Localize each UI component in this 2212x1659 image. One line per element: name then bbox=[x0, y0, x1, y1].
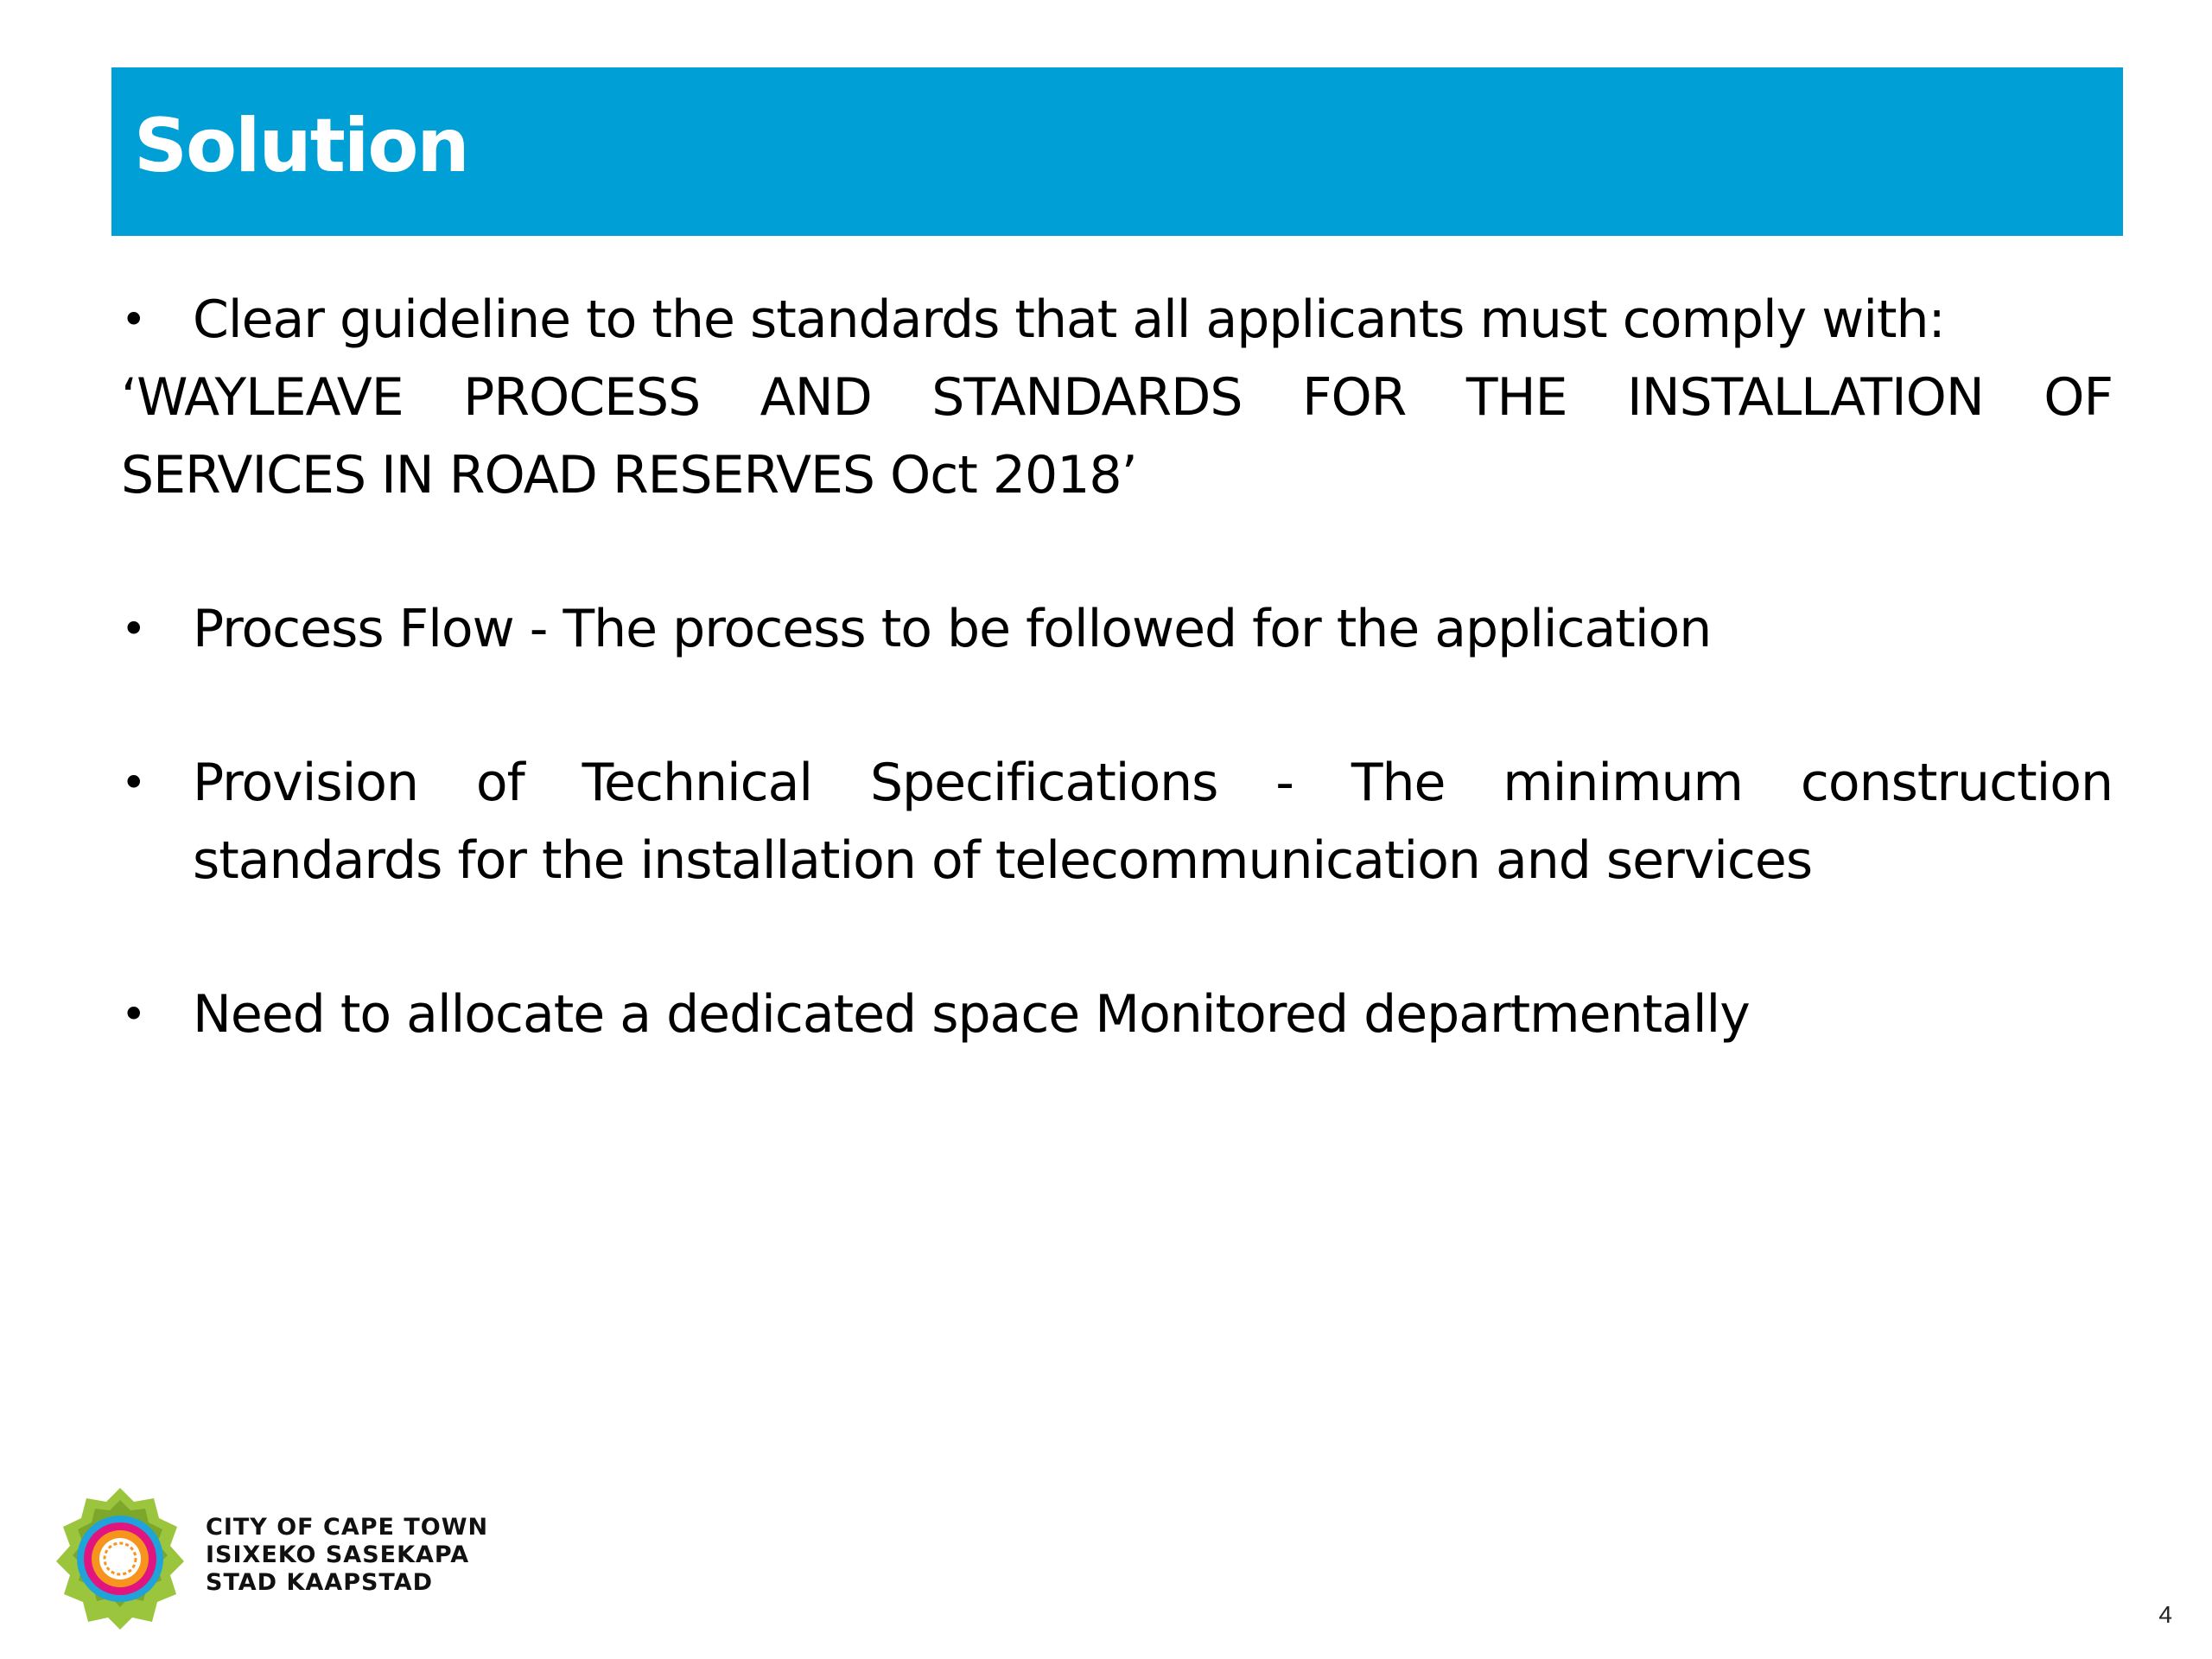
bullet-text: Process Flow - The process to be followed for the application bbox=[193, 599, 1712, 659]
city-of-cape-town-logo bbox=[47, 1484, 194, 1631]
bullet-text-continued: standards for the installation of telecommunication and services bbox=[193, 830, 1813, 891]
slide-title: Solution bbox=[134, 103, 468, 189]
bullet-text: Clear guideline to the standards that all applicants must comply with: bbox=[193, 289, 1945, 350]
bullet-item-technical-specs bbox=[121, 744, 2113, 899]
document-title-line-end: SERVICES IN ROAD RESERVES Oct 2018’ bbox=[121, 445, 1137, 505]
logo-line-xhosa: ISIXEKO SASEKAPA bbox=[206, 1541, 470, 1568]
bullet-text: Provision of Technical Specifications - The minimum construction bbox=[193, 753, 2113, 813]
logo-line-english: CITY OF CAPE TOWN bbox=[206, 1514, 489, 1541]
bullet-marker: • bbox=[121, 989, 146, 1039]
bullet-text: Need to allocate a dedicated space Monitored departmentally bbox=[193, 984, 1750, 1045]
page-number: 4 bbox=[2158, 1601, 2172, 1628]
bullet-marker: • bbox=[121, 295, 146, 345]
bullet-item-guideline bbox=[121, 281, 2113, 514]
bullet-item-process-flow bbox=[121, 590, 2113, 668]
bullet-list bbox=[121, 281, 2113, 1053]
logo-line-afrikaans: STAD KAAPSTAD bbox=[206, 1569, 434, 1596]
title-bar bbox=[111, 67, 2123, 236]
bullet-marker: • bbox=[121, 758, 146, 808]
bullet-marker: • bbox=[121, 604, 146, 654]
document-title-line: ‘WAYLEAVE PROCESS AND STANDARDS FOR THE INSTALLATION OF bbox=[121, 367, 2113, 428]
logo-wordmark bbox=[206, 1514, 488, 1597]
bullet-item-dedicated-space bbox=[121, 976, 2113, 1053]
